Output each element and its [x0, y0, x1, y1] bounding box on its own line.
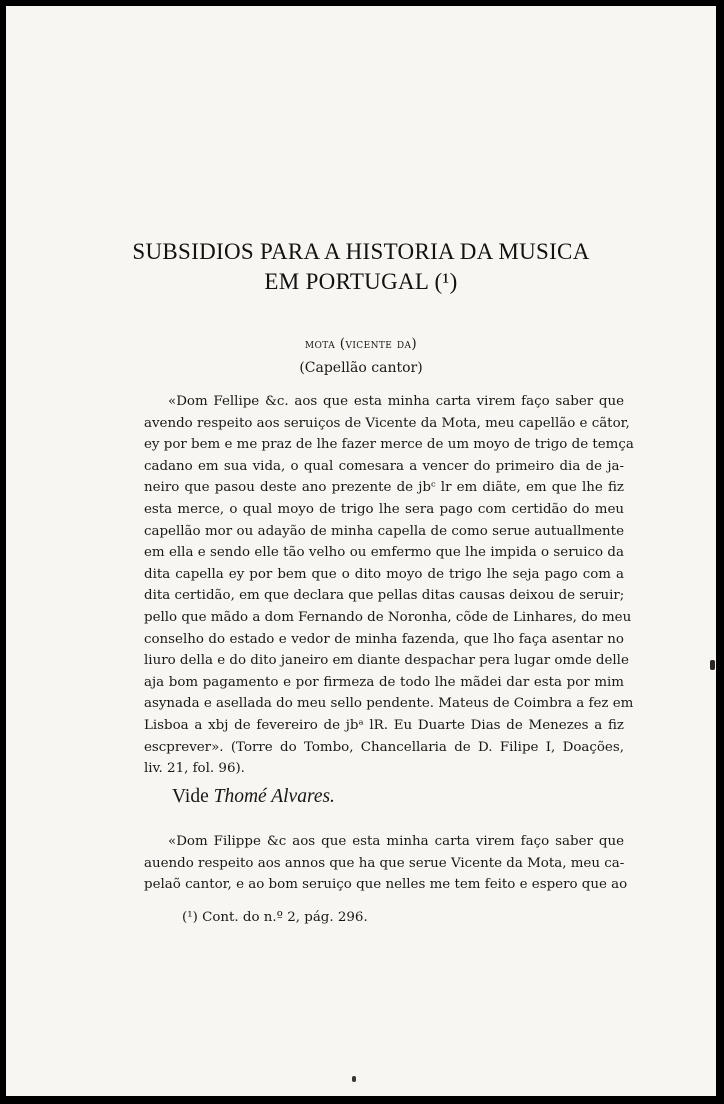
doc1-line: esta merce, o qual moyo de trigo lhe sera pago com certidão do meu [144, 501, 624, 517]
doc1-line: aja bom pagamento e por firmeza de todo lhe mãdei dar esta por mim [144, 674, 624, 690]
doc1-line: asynada e asellada do meu sello pendente. Mateus de Coimbra a fez em [144, 696, 634, 712]
doc1-line: neiro que pasou deste ano prezente de jbᶜ lr em diãte, em que lhe fiz [144, 480, 624, 496]
doc1-line: dita capella ey por bem que o dito moyo de trigo lhe seja pago com a [144, 566, 624, 582]
doc1-line: capellão mor ou adayão de minha capella de como serue autuallmente [144, 523, 624, 539]
doc1-line: liuro della e do dito janeiro em diante despachar pera lugar omde delle [144, 653, 629, 669]
footnote: (¹) Cont. do n.º 2, pág. 296. [182, 910, 368, 925]
page-speck [352, 1076, 356, 1082]
doc2-line: «Dom Filippe &c aos que esta minha carta virem faço saber que [168, 834, 624, 849]
doc2-line: pelaõ cantor, e ao bom seruiço que nelles me tem feito e espero que ao [144, 877, 628, 893]
doc1-line: avendo respeito aos seruiços de Vicente da Mota, meu capellão e cãtor, [144, 415, 630, 431]
entry-heading: mota (vicente da) [304, 336, 418, 352]
vide-prefix: Vide [172, 786, 209, 807]
doc1-line: pello que mãdo a dom Fernando de Noronha, cõde de Linhares, do meu [144, 609, 632, 625]
title-line-2: EM PORTUGAL (¹) [264, 269, 458, 294]
doc1-line: dita certidão, em que declara que pellas ditas causas deixou de seruir; [144, 588, 625, 604]
doc1-line: em ella e sendo elle tão velho ou emfermo que lhe impida o seruico da [144, 545, 624, 561]
document-2 [144, 831, 628, 896]
entry-subheading: (Capellão cantor) [299, 360, 423, 376]
title-line-1: SUBSIDIOS PARA A HISTORIA DA MUSICA [132, 239, 590, 264]
margin-speck [710, 660, 715, 670]
doc1-line: Lisboa a xbj de fevereiro de jbᵃ lR. Eu Duarte Dias de Menezes a fiz [144, 717, 624, 733]
doc2-line: auendo respeito aos annos que ha que serue Vicente da Mota, meu ca- [144, 855, 625, 871]
doc1-line: «Dom Fellipe &c. aos que esta minha carta virem faço saber que [168, 394, 624, 409]
vide-reference [172, 786, 335, 808]
document-1 [144, 391, 634, 780]
doc1-line: cadano em sua vida, o qual comesara a vencer do primeiro dia de ja- [144, 458, 624, 474]
vide-name: Thomé Alvares. [213, 786, 335, 807]
page [6, 6, 716, 1096]
doc1-line: conselho do estado e vedor de minha fazenda, que lho faça asentar no [144, 631, 624, 647]
doc1-line: ey por bem e me praz de lhe fazer merce de um moyo de trigo de temça [144, 437, 634, 453]
doc1-line: escprever». (Torre do Tombo, Chancellaria de D. Filipe I, Doações, [144, 739, 624, 755]
doc1-line: liv. 21, fol. 96). [144, 761, 245, 777]
